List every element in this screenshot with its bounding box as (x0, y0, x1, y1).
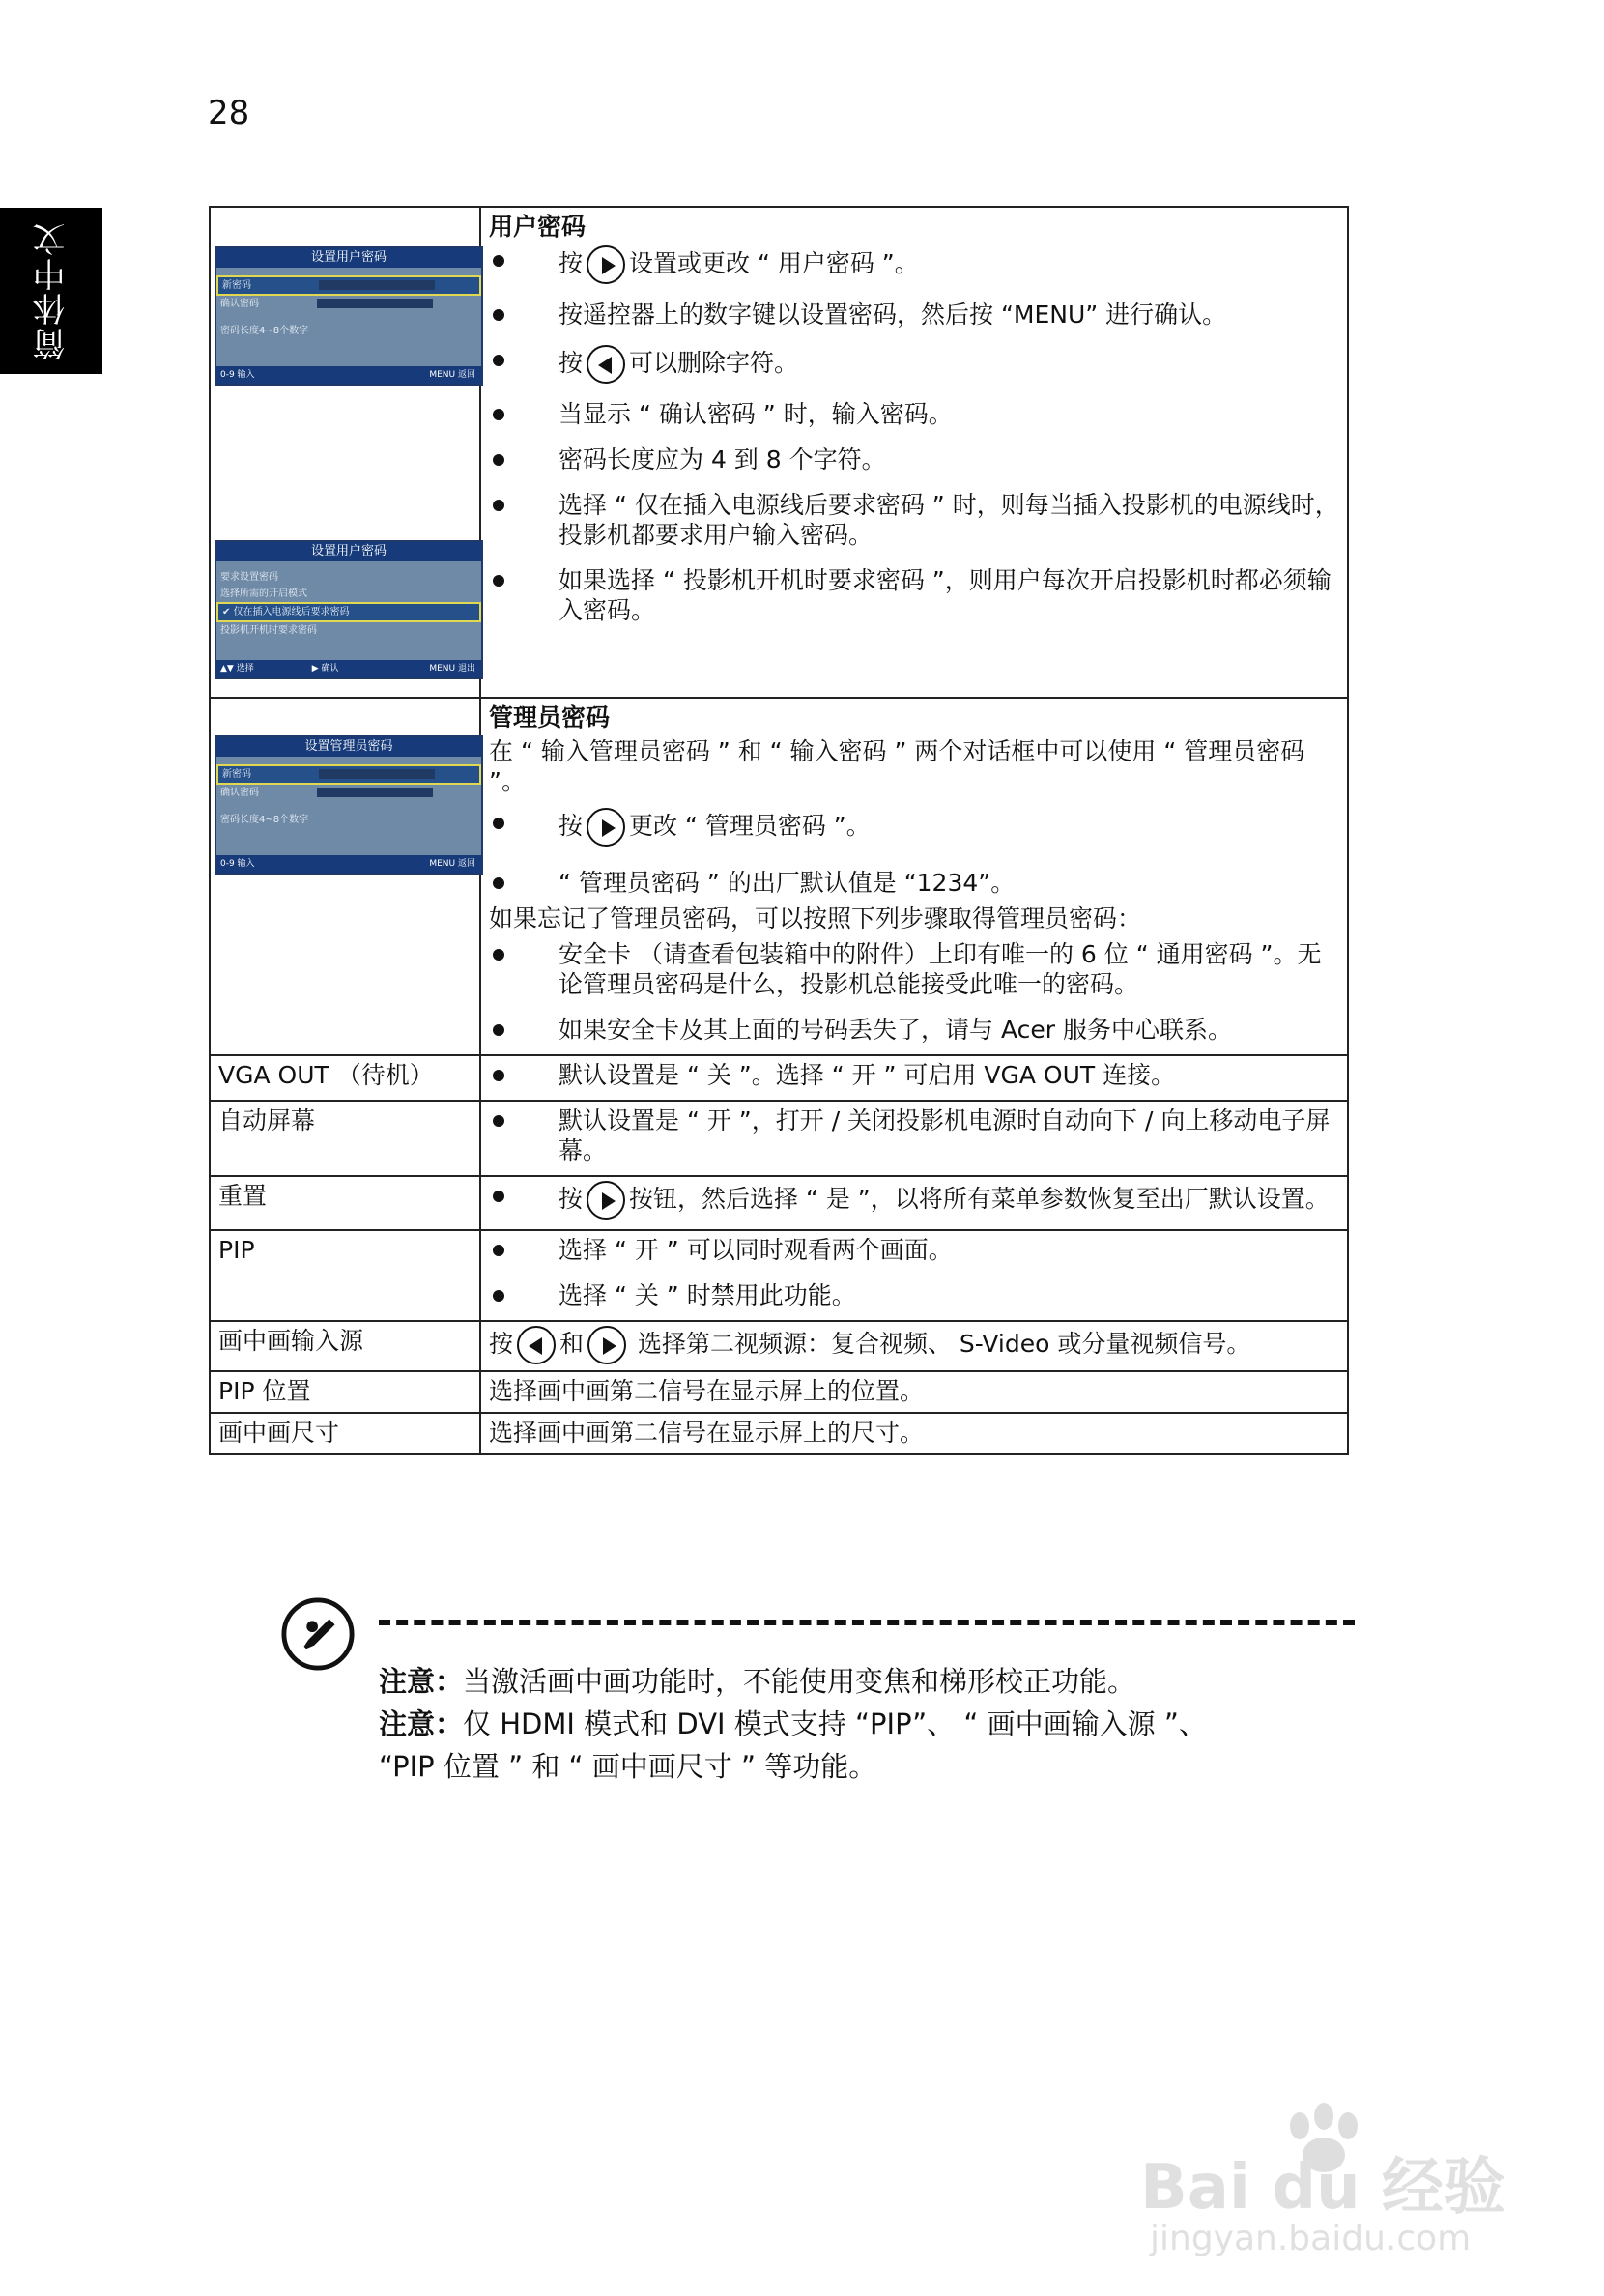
page-number: 28 (208, 94, 250, 132)
list-item: 当显示 “ 确认密码 ” 时，输入密码。 (489, 399, 1339, 429)
admin-password-image (210, 698, 480, 1055)
watermark-brand: Bai du 经验 (1140, 2152, 1505, 2224)
osd-row: 投影机开机时要求密码 (220, 625, 317, 636)
admin-password-description (480, 698, 1348, 1055)
admin-forgot: 如果忘记了管理员密码，可以按照下列步骤取得管理员密码： (489, 904, 1142, 933)
row-label: 重置 (210, 1176, 480, 1230)
row-label: VGA OUT （待机） (210, 1055, 480, 1101)
language-side-tab (0, 208, 102, 374)
baidu-jingyan-watermark (1131, 2087, 1517, 2256)
note-pen-icon (280, 1596, 356, 1672)
user-password-description (480, 207, 1348, 698)
right-arrow-button-icon (587, 1181, 625, 1220)
list-item: 按 按钮，然后选择 “ 是 ”，以将所有菜单参数恢复至出厂默认设置。 (489, 1181, 1339, 1220)
row-label: 画中画输入源 (210, 1321, 480, 1371)
list-item: 安全卡 （请查看包装箱中的附件）上印有唯一的 6 位 “ 通用密码 ”。无论管理员密码是什么，投影机总能接受此唯一的密码。 (489, 939, 1339, 999)
note-2-continued: “PIP 位置 ” 和 “ 画中画尺寸 ” 等功能。 (379, 1750, 877, 1783)
row-label: 画中画尺寸 (210, 1413, 480, 1454)
osd-set-user-password (215, 246, 483, 386)
list-item: 按 更改 “ 管理员密码 ”。 (489, 808, 1339, 847)
osd-title: 设置用户密码 (216, 542, 481, 561)
note-divider (379, 1620, 1355, 1625)
list-item: 按 设置或更改 “ 用户密码 ”。 (489, 245, 1339, 284)
row-label: 自动屏幕 (210, 1101, 480, 1176)
list-item: 如果安全卡及其上面的号码丢失了，请与 Acer 服务中心联系。 (489, 1015, 1339, 1045)
row-reset (210, 1176, 1348, 1230)
list-item: 如果选择 “ 投影机开机时要求密码 ”，则用户每次开启投影机时都必须输入密码。 (489, 565, 1339, 625)
osd-row-selected: ✔ 仅在插入电源线后要求密码 (216, 602, 481, 622)
row-vga-out (210, 1055, 1348, 1101)
list-item: 按遥控器上的数字键以设置密码，然后按 “MENU” 进行确认。 (489, 300, 1339, 330)
row-pip-size (210, 1413, 1348, 1454)
osd-title: 设置用户密码 (216, 248, 481, 268)
list-item: 选择 “ 开 ” 可以同时观看两个画面。 (489, 1235, 1339, 1265)
row-user-password (210, 207, 1348, 698)
osd-row: 选择所需的开启模式 (220, 588, 307, 599)
note-2: 注意：仅 HDMI 模式和 DVI 模式支持 “PIP”、 “ 画中画输入源 ”、 (379, 1708, 1207, 1740)
admin-intro: 在 “ 输入管理员密码 ” 和 “ 输入密码 ” 两个对话框中可以使用 “ 管理员密码 ”。 (489, 737, 1305, 795)
list-item: 按 可以删除字符。 (489, 345, 1339, 384)
settings-table (209, 206, 1349, 1455)
osd-row-new-password: 新密码 (216, 764, 481, 785)
osd-password-mode (215, 540, 483, 679)
row-pip-position (210, 1371, 1348, 1413)
watermark-url: jingyan.baidu.com (1150, 2219, 1472, 2256)
row-pip (210, 1230, 1348, 1321)
osd-title: 设置管理员密码 (216, 737, 481, 757)
notes (379, 1660, 1207, 1788)
admin-bullets-1 (489, 808, 1339, 898)
right-arrow-button-icon (587, 808, 625, 847)
list-item: 默认设置是 “ 关 ”。选择 “ 开 ” 可启用 VGA OUT 连接。 (489, 1060, 1339, 1090)
osd-hint: 密码长度4~8个数字 (220, 815, 309, 825)
row-auto-screen (210, 1101, 1348, 1176)
row-text: 选择画中画第二信号在显示屏上的位置。 (480, 1371, 1348, 1413)
osd-set-admin-password (215, 735, 483, 875)
right-arrow-button-icon (587, 1326, 626, 1364)
osd-row: 要求设置密码 (220, 572, 278, 583)
left-arrow-button-icon (587, 345, 625, 384)
user-password-images (210, 207, 480, 698)
list-item: 默认设置是 “ 开 ”，打开 / 关闭投影机电源时自动向下 / 向上移动电子屏幕。 (489, 1105, 1339, 1165)
osd-row-confirm-password: 确认密码 (216, 785, 481, 801)
osd-bar: 0-9 输入 MENU 返回 (216, 855, 481, 873)
row-text: 选择画中画第二信号在显示屏上的尺寸。 (480, 1413, 1348, 1454)
right-arrow-button-icon (587, 245, 625, 284)
osd-bar: 0-9 输入 MENU 返回 (216, 366, 481, 384)
osd-row-confirm-password: 确认密码 (216, 296, 481, 312)
row-pip-source: 画中画输入源 按 和 选择第二视频源：复合视频、 S-Video 或分量视频信号。 (210, 1321, 1348, 1371)
list-item: 密码长度应为 4 到 8 个字符。 (489, 445, 1339, 474)
list-item: “ 管理员密码 ” 的出厂默认值是 “1234”。 (489, 868, 1339, 898)
osd-row-new-password: 新密码 (216, 275, 481, 296)
row-label: PIP 位置 (210, 1371, 480, 1413)
section-title-admin-password: 管理员密码 (489, 703, 611, 732)
osd-bar: ▲▼ 选择 ▶ 确认 MENU 退出 (216, 660, 481, 677)
list-item: 选择 “ 关 ” 时禁用此功能。 (489, 1280, 1339, 1310)
osd-hint: 密码长度4~8个数字 (220, 326, 309, 336)
row-label: PIP (210, 1230, 480, 1321)
left-arrow-button-icon (517, 1326, 556, 1364)
row-admin-password (210, 698, 1348, 1055)
side-tab-label: 简体中文 (32, 221, 72, 360)
list-item: 选择 “ 仅在插入电源线后要求密码 ” 时，则每当插入投影机的电源线时，投影机都要求用户输入密码。 (489, 490, 1339, 550)
note-1: 注意：当激活画中画功能时，不能使用变焦和梯形校正功能。 (379, 1665, 1136, 1698)
admin-bullets-2 (489, 939, 1339, 1045)
user-password-bullets (489, 245, 1339, 625)
section-title-user-password: 用户密码 (489, 213, 587, 241)
